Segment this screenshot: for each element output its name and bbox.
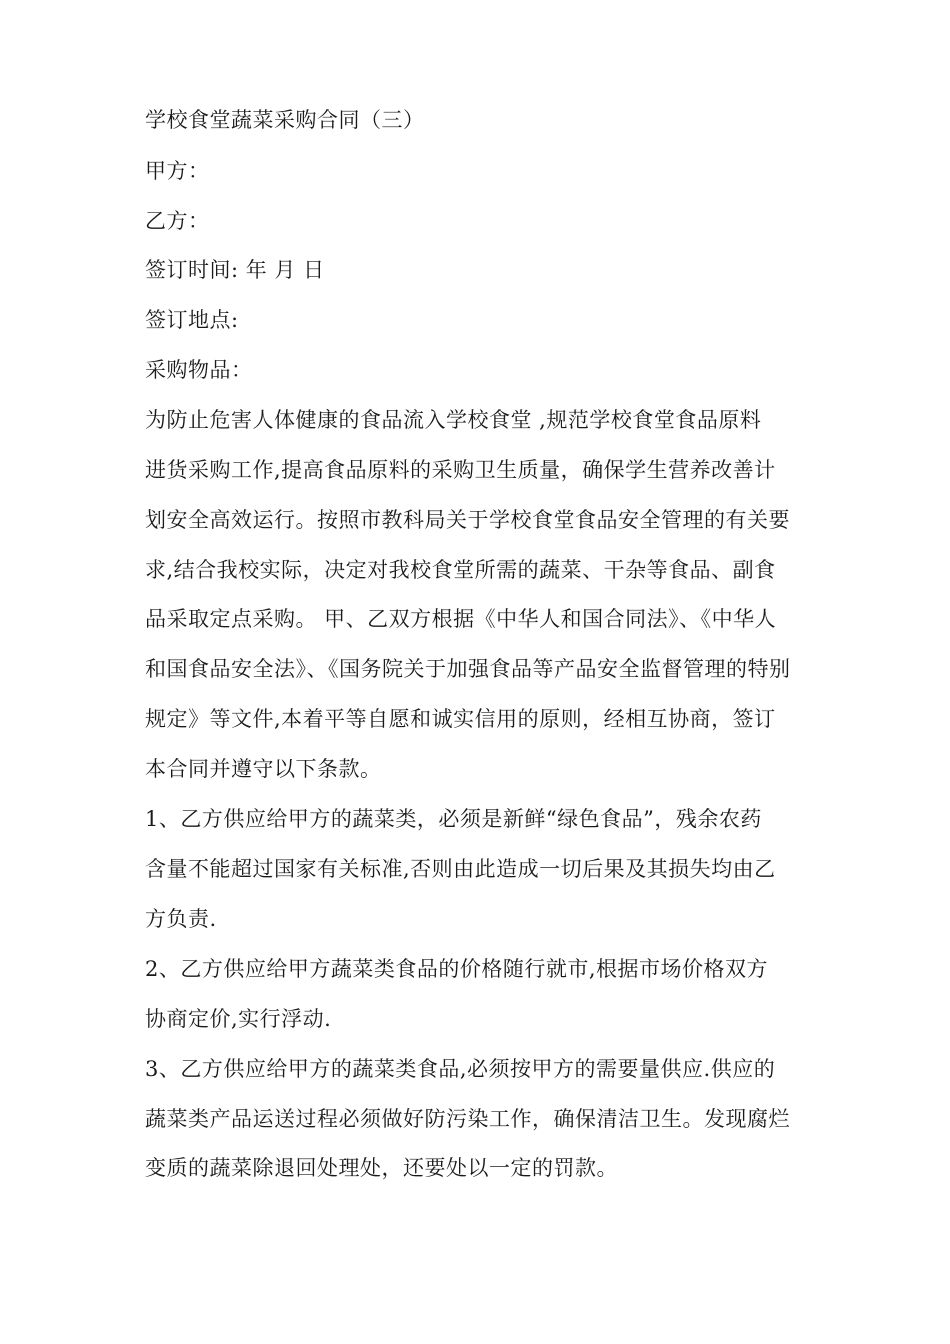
clause-1-line: 含量不能超过国家有关标准,否则由此造成一切后果及其损失均由乙	[145, 857, 776, 881]
intro-line: 本合同并遵守以下条款。	[145, 757, 382, 781]
clause-3-line: 3、乙方供应给甲方的蔬菜类食品,必须按甲方的需要量供应.供应的	[145, 1057, 776, 1081]
intro-line: 划安全高效运行。按照市教科局关于学校食堂食品安全管理的有关要	[145, 508, 790, 532]
clause-1-line: 1、乙方供应给甲方的蔬菜类，必须是新鲜“绿色食品”，残余农药	[145, 807, 762, 831]
purchase-items-label: 采购物品：	[145, 358, 253, 382]
intro-line: 规定》等文件,本着平等自愿和诚实信用的原则，经相互协商，签订	[145, 707, 776, 731]
clause-1-line: 方负责.	[145, 907, 217, 931]
intro-line: 和国食品安全法》、《国务院关于加强食品等产品安全监督管理的特别	[145, 657, 791, 681]
intro-line: 求,结合我校实际，决定对我校食堂所需的蔬菜、干杂等食品、副食	[145, 558, 776, 582]
clause-3-line: 变质的蔬菜除退回处理处，还要处以一定的罚款。	[145, 1156, 618, 1180]
intro-line: 品采取定点采购。 甲、乙双方根据《中华人和国合同法》、《中华人	[145, 607, 777, 631]
contract-title: 学校食堂蔬菜采购合同（三）	[145, 108, 425, 132]
signing-place-label: 签订地点:	[145, 308, 239, 332]
intro-line: 为防止危害人体健康的食品流入学校食堂 ,规范学校食堂食品原料	[145, 408, 762, 432]
party-a-label: 甲方：	[145, 159, 210, 183]
clause-2-line: 2、乙方供应给甲方蔬菜类食品的价格随行就市,根据市场价格双方	[145, 957, 769, 981]
clause-2-line: 协商定价,实行浮动.	[145, 1007, 332, 1031]
intro-line: 进货采购工作,提高食品原料的采购卫生质量，确保学生营养改善计	[145, 458, 776, 482]
party-b-label: 乙方：	[145, 209, 210, 233]
clause-3-line: 蔬菜类产品运送过程必须做好防污染工作，确保清洁卫生。发现腐烂	[145, 1107, 790, 1131]
signing-date-label: 签订时间: 年 月 日	[145, 258, 325, 282]
